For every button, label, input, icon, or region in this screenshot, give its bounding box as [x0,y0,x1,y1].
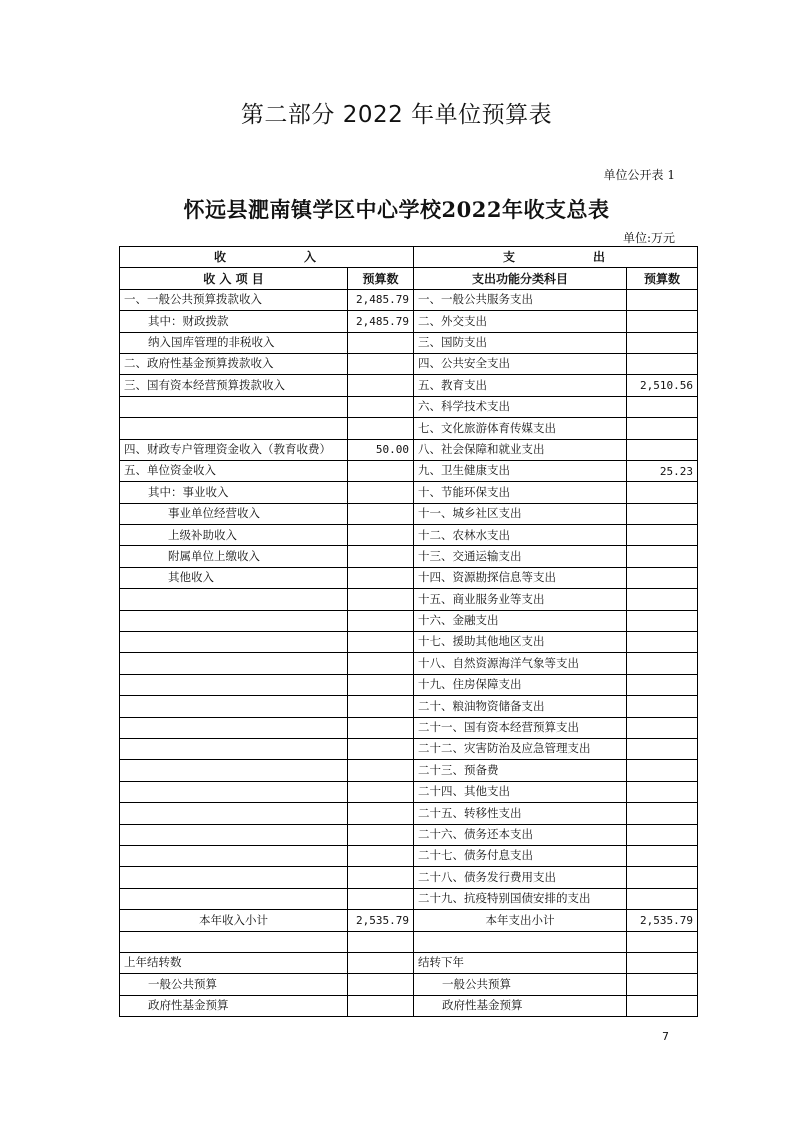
table-row [120,888,698,909]
expense-item: 二十四、其他支出 [414,781,627,802]
budget-summary-table [119,246,698,1017]
income-amount [348,738,414,759]
expense-amount [627,888,698,909]
table-row [120,311,698,332]
expense-amount [627,867,698,888]
table-row [120,332,698,353]
income-item: 上级补助收入 [120,525,348,546]
expense-item: 十三、交通运输支出 [414,546,627,567]
expense-amount [627,525,698,546]
table-row [120,546,698,567]
expense-amount [627,803,698,824]
expense-item: 十一、城乡社区支出 [414,503,627,524]
expense-item: 十九、住房保障支出 [414,674,627,695]
table-row [120,781,698,802]
table-row [120,525,698,546]
carry-in-fund: 政府性基金预算 [120,995,348,1016]
expense-item: 二十一、国有资本经营预算支出 [414,717,627,738]
income-item: 其他收入 [120,567,348,588]
income-amount [348,525,414,546]
page-number: 7 [662,1030,669,1043]
expense-amount [627,546,698,567]
income-subtotal-label: 本年收入小计 [120,910,348,931]
table-row [120,845,698,866]
expense-amount [627,353,698,374]
income-amount [348,567,414,588]
table-row [120,867,698,888]
income-amount: 2,485.79 [348,311,414,332]
expense-amount [627,589,698,610]
table-row [120,460,698,481]
table-row [120,567,698,588]
carry-out-fund: 政府性基金预算 [414,995,627,1016]
income-item [120,418,348,439]
income-item [120,888,348,909]
table-row [120,610,698,631]
table-row [120,589,698,610]
carry-row [120,952,698,973]
expense-amount [627,760,698,781]
table-row [120,375,698,396]
expense-amount: 2,510.56 [627,375,698,396]
income-item: 一、一般公共预算拨款收入 [120,289,348,310]
expense-item: 五、教育支出 [414,375,627,396]
expense-item: 十二、农林水支出 [414,525,627,546]
carry-fund-row [120,995,698,1016]
income-item [120,781,348,802]
table-row [120,696,698,717]
expense-item: 二十五、转移性支出 [414,803,627,824]
expense-item-header: 支出功能分类科目 [414,268,627,289]
expense-item: 九、卫生健康支出 [414,460,627,481]
income-amount [348,760,414,781]
carry-in-label: 上年结转数 [120,952,348,973]
table-row [120,632,698,653]
expense-item: 六、科学技术支出 [414,396,627,417]
table-row [120,760,698,781]
income-amount [348,696,414,717]
table-row [120,738,698,759]
income-item-header: 收 入 项 目 [120,268,348,289]
expense-item: 一、一般公共服务支出 [414,289,627,310]
income-amount [348,589,414,610]
expense-amount [627,674,698,695]
part-title: 第二部分 2022 年单位预算表 [240,102,553,128]
income-amount [348,418,414,439]
expense-subtotal-amount: 2,535.79 [627,910,698,931]
income-amount [348,503,414,524]
table-row [120,824,698,845]
income-amount [348,546,414,567]
carry-out-general: 一般公共预算 [414,974,627,995]
expense-amount [627,567,698,588]
column-header-row [120,268,698,289]
income-amount: 2,485.79 [348,289,414,310]
expense-item: 四、公共安全支出 [414,353,627,374]
form-number: 单位公开表 1 [603,168,675,182]
blank-row [120,931,698,952]
table-title: 怀远县淝南镇学区中心学校2022年收支总表 [183,197,610,222]
expense-item: 十七、援助其他地区支出 [414,632,627,653]
income-item: 事业单位经营收入 [120,503,348,524]
expense-item: 十八、自然资源海洋气象等支出 [414,653,627,674]
expense-item: 二十三、预备费 [414,760,627,781]
income-item: 其中：事业收入 [120,482,348,503]
expense-amount [627,845,698,866]
income-item [120,845,348,866]
expense-item: 七、文化旅游体育传媒支出 [414,418,627,439]
table-row [120,396,698,417]
income-amount [348,717,414,738]
income-item: 二、政府性基金预算拨款收入 [120,353,348,374]
expense-item: 二十七、债务付息支出 [414,845,627,866]
income-item [120,760,348,781]
income-amount [348,353,414,374]
data-rows [120,289,698,909]
income-item [120,696,348,717]
expense-amount [627,332,698,353]
expense-amount [627,696,698,717]
income-item [120,738,348,759]
income-amount [348,482,414,503]
income-item: 附属单位上缴收入 [120,546,348,567]
expense-item: 十四、资源勘探信息等支出 [414,567,627,588]
expense-item: 三、国防支出 [414,332,627,353]
expense-item: 十五、商业服务业等支出 [414,589,627,610]
income-item [120,824,348,845]
subtotal-row [120,910,698,931]
income-item [120,632,348,653]
table-row [120,653,698,674]
table-row [120,482,698,503]
income-item: 五、单位资金收入 [120,460,348,481]
expense-amount [627,781,698,802]
expense-amount [627,311,698,332]
carry-out-label: 结转下年 [414,952,627,973]
income-item: 三、国有资本经营预算拨款收入 [120,375,348,396]
expense-item: 二十八、债务发行费用支出 [414,867,627,888]
income-item: 其中：财政拨款 [120,311,348,332]
table-row [120,353,698,374]
income-amount: 50.00 [348,439,414,460]
income-amount [348,632,414,653]
expense-amount [627,653,698,674]
table-row [120,439,698,460]
income-amount [348,332,414,353]
income-item [120,717,348,738]
table-row [120,289,698,310]
income-amount [348,396,414,417]
expense-amount [627,396,698,417]
expense-amount [627,418,698,439]
expense-amount [627,717,698,738]
expense-item: 十六、金融支出 [414,610,627,631]
expense-subtotal-label: 本年支出小计 [414,910,627,931]
expense-amount [627,439,698,460]
income-amount-header: 预算数 [348,268,414,289]
income-amount [348,867,414,888]
income-item [120,867,348,888]
table-row [120,503,698,524]
income-amount [348,653,414,674]
income-item [120,803,348,824]
expense-group-header: 支 出 [414,247,698,268]
expense-item: 二十、粮油物资储备支出 [414,696,627,717]
income-amount [348,888,414,909]
income-item [120,674,348,695]
expense-item: 二十六、债务还本支出 [414,824,627,845]
income-item [120,653,348,674]
income-amount [348,845,414,866]
income-amount [348,781,414,802]
income-item: 纳入国库管理的非税收入 [120,332,348,353]
income-amount [348,674,414,695]
income-item: 四、财政专户管理资金收入（教育收费） [120,439,348,460]
table-row [120,717,698,738]
expense-amount [627,632,698,653]
income-subtotal-amount: 2,535.79 [348,910,414,931]
table-row [120,418,698,439]
expense-amount [627,482,698,503]
expense-amount [627,610,698,631]
expense-item: 二十二、灾害防治及应急管理支出 [414,738,627,759]
income-amount [348,375,414,396]
income-amount [348,460,414,481]
expense-item: 十、节能环保支出 [414,482,627,503]
income-amount [348,824,414,845]
income-group-header: 收 入 [120,247,414,268]
expense-amount: 25.23 [627,460,698,481]
group-header-row [120,247,698,268]
unit-label: 单位:万元 [622,231,675,245]
table-row [120,674,698,695]
income-amount [348,610,414,631]
income-item [120,589,348,610]
carry-in-general: 一般公共预算 [120,974,348,995]
expense-amount [627,738,698,759]
income-item [120,610,348,631]
expense-amount [627,824,698,845]
expense-item: 二十九、抗疫特别国债安排的支出 [414,888,627,909]
expense-amount [627,503,698,524]
expense-item: 八、社会保障和就业支出 [414,439,627,460]
income-amount [348,803,414,824]
carry-general-row [120,974,698,995]
table-row [120,803,698,824]
income-item [120,396,348,417]
expense-amount-header: 预算数 [627,268,698,289]
expense-amount [627,289,698,310]
expense-item: 二、外交支出 [414,311,627,332]
